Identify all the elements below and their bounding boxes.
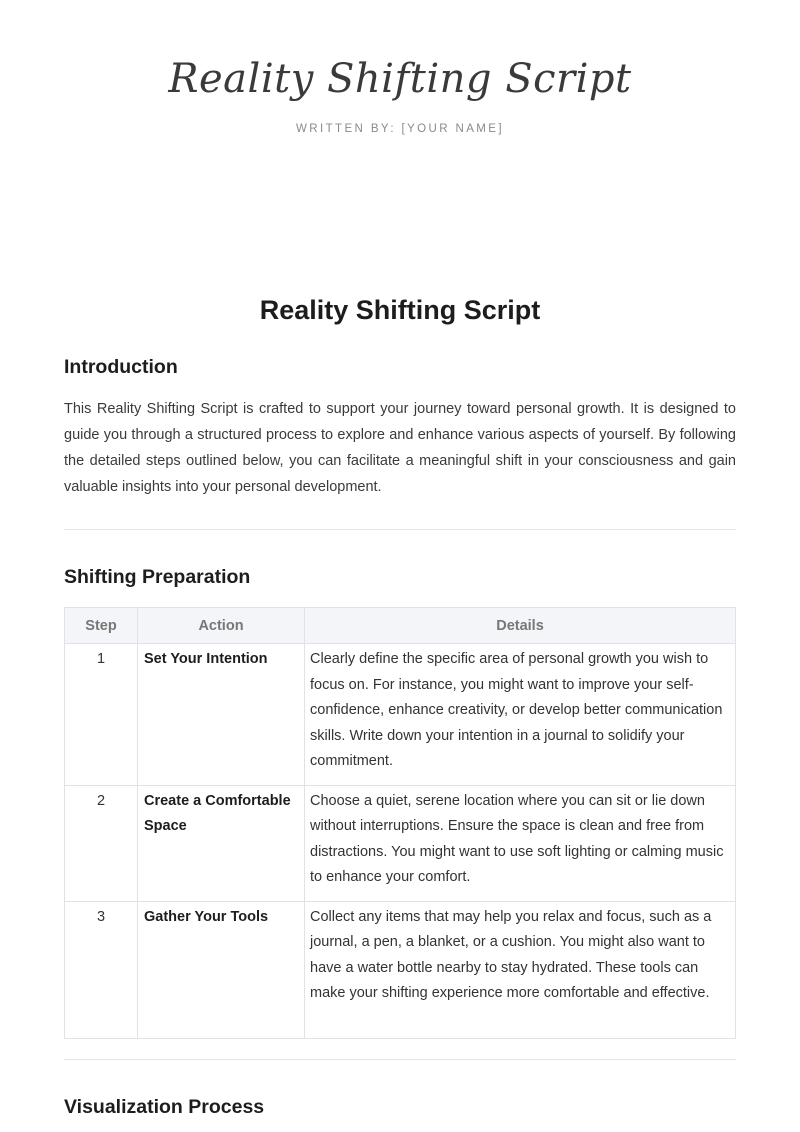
column-header-action: Action bbox=[138, 608, 305, 644]
author-byline: WRITTEN BY: [YOUR NAME] bbox=[296, 123, 504, 135]
preparation-table bbox=[64, 607, 736, 1039]
table-row bbox=[65, 901, 736, 1038]
shifting-preparation-heading: Shifting Preparation bbox=[64, 566, 251, 588]
step-details: Choose a quiet, serene location where you can sit or lie down without interruptions. Ensure the space is clean and free from distractions. You might want to use soft lighting or calming music to enhance your comfort. bbox=[305, 785, 736, 901]
step-details: Clearly define the specific area of personal growth you wish to focus on. For instance, you might want to improve your self-confidence, enhance creativity, or develop better communication skills. Write down your intention in a journal to solidify your commitment. bbox=[305, 644, 736, 786]
column-header-details: Details bbox=[305, 608, 736, 644]
step-details: Collect any items that may help you relax and focus, such as a journal, a pen, a blanket, or a cushion. You might also want to have a water bottle nearby to stay hydrated. These tools can make your shifting experience more comfortable and effective. bbox=[305, 901, 736, 1038]
visualization-process-heading: Visualization Process bbox=[64, 1096, 265, 1118]
table-header-row bbox=[65, 608, 736, 644]
introduction-heading: Introduction bbox=[64, 356, 178, 378]
step-number: 2 bbox=[65, 785, 138, 901]
table-row bbox=[65, 785, 736, 901]
section-divider bbox=[64, 1059, 736, 1060]
section-divider bbox=[64, 529, 736, 530]
step-action: Set Your Intention bbox=[138, 644, 305, 786]
document-title: Reality Shifting Script bbox=[259, 295, 541, 325]
step-number: 3 bbox=[65, 901, 138, 1038]
table-row bbox=[65, 644, 736, 786]
step-number: 1 bbox=[65, 644, 138, 786]
column-header-step: Step bbox=[65, 608, 138, 644]
step-action: Gather Your Tools bbox=[138, 901, 305, 1038]
step-action: Create a Comfortable Space bbox=[138, 785, 305, 901]
script-title-logo: Reality Shifting Script bbox=[168, 56, 632, 102]
introduction-text: This Reality Shifting Script is crafted to support your journey toward personal growth. It is designed to guide you through a structured process to explore and enhance various aspects of yourself. By following the detailed steps outlined below, you can facilitate a meaningful shift in your consciousness and gain valuable insights into your personal development. bbox=[64, 401, 736, 495]
